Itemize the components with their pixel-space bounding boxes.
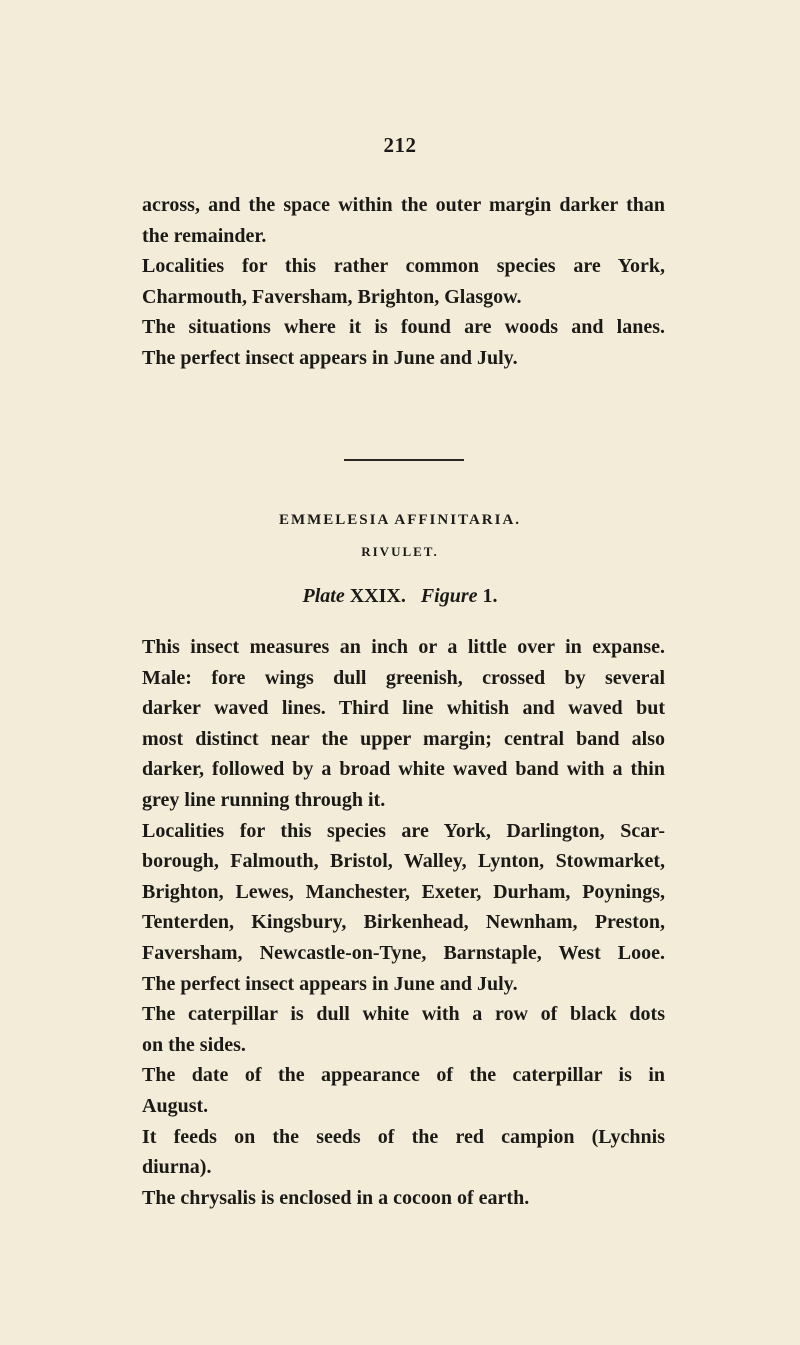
text-line: borough, Falmouth, Bristol, Walley, Lynton, Stowmarket, — [142, 850, 665, 873]
text-line: The chrysalis is enclosed in a cocoon of earth. — [142, 1186, 530, 1209]
text-line: across, and the space within the outer margin darker than — [142, 194, 665, 216]
text-line: Tenterden, Kingsbury, Birkenhead, Newnham, Preston, — [142, 911, 665, 934]
text-line: August. — [142, 1094, 209, 1117]
text-line: Localities for this species are York, Darlington, Scar- — [142, 819, 665, 842]
text-line: darker waved lines. Third line whitish and waved but — [142, 697, 665, 720]
text-line: Male: fore wings dull greenish, crossed by several — [142, 666, 665, 689]
text-line: The caterpillar is dull white with a row of black dots — [142, 1003, 665, 1026]
intro-text — [142, 190, 665, 374]
text-line: The perfect insect appears in June and July. — [142, 346, 518, 369]
common-name: RIVULET. — [361, 544, 439, 559]
figure-number: 1. — [482, 585, 498, 607]
text-line: The perfect insect appears in June and July. — [142, 972, 518, 995]
species-title: EMMELESIA AFFINITARIA. — [278, 512, 522, 528]
text-line: Faversham, Newcastle-on-Tyne, Barnstaple, West Looe. — [142, 941, 665, 964]
page-number: 212 — [383, 133, 417, 157]
text-line: It feeds on the seeds of the red campion (Lychnis — [142, 1125, 665, 1148]
text-line: Charmouth, Faversham, Brighton, Glasgow. — [142, 285, 522, 308]
text-line: most distinct near the upper margin; central band also — [142, 727, 665, 750]
section-divider — [344, 459, 464, 461]
text-line: Localities for this rather common species are York, — [142, 255, 665, 278]
text-line: The date of the appearance of the caterpillar is in — [142, 1064, 665, 1087]
text-line: grey line running through it. — [142, 788, 386, 811]
plate-number: XXIX. — [349, 585, 406, 607]
text-line: Brighton, Lewes, Manchester, Exeter, Durham, Poynings, — [142, 880, 665, 903]
text-line: diurna). — [142, 1156, 212, 1179]
text-line: on the sides. — [142, 1033, 246, 1056]
text-line: The situations where it is found are woods and lanes. — [142, 316, 665, 339]
species-description — [142, 632, 665, 1213]
text-line: darker, followed by a broad white waved band with a thin — [142, 758, 665, 781]
plate-label: Plate — [302, 585, 345, 607]
figure-label: Figure — [420, 585, 478, 607]
text-line: the remainder. — [142, 224, 267, 247]
text-line: This insect measures an inch or a little over in expanse. — [142, 636, 665, 658]
plate-reference — [0, 585, 800, 608]
